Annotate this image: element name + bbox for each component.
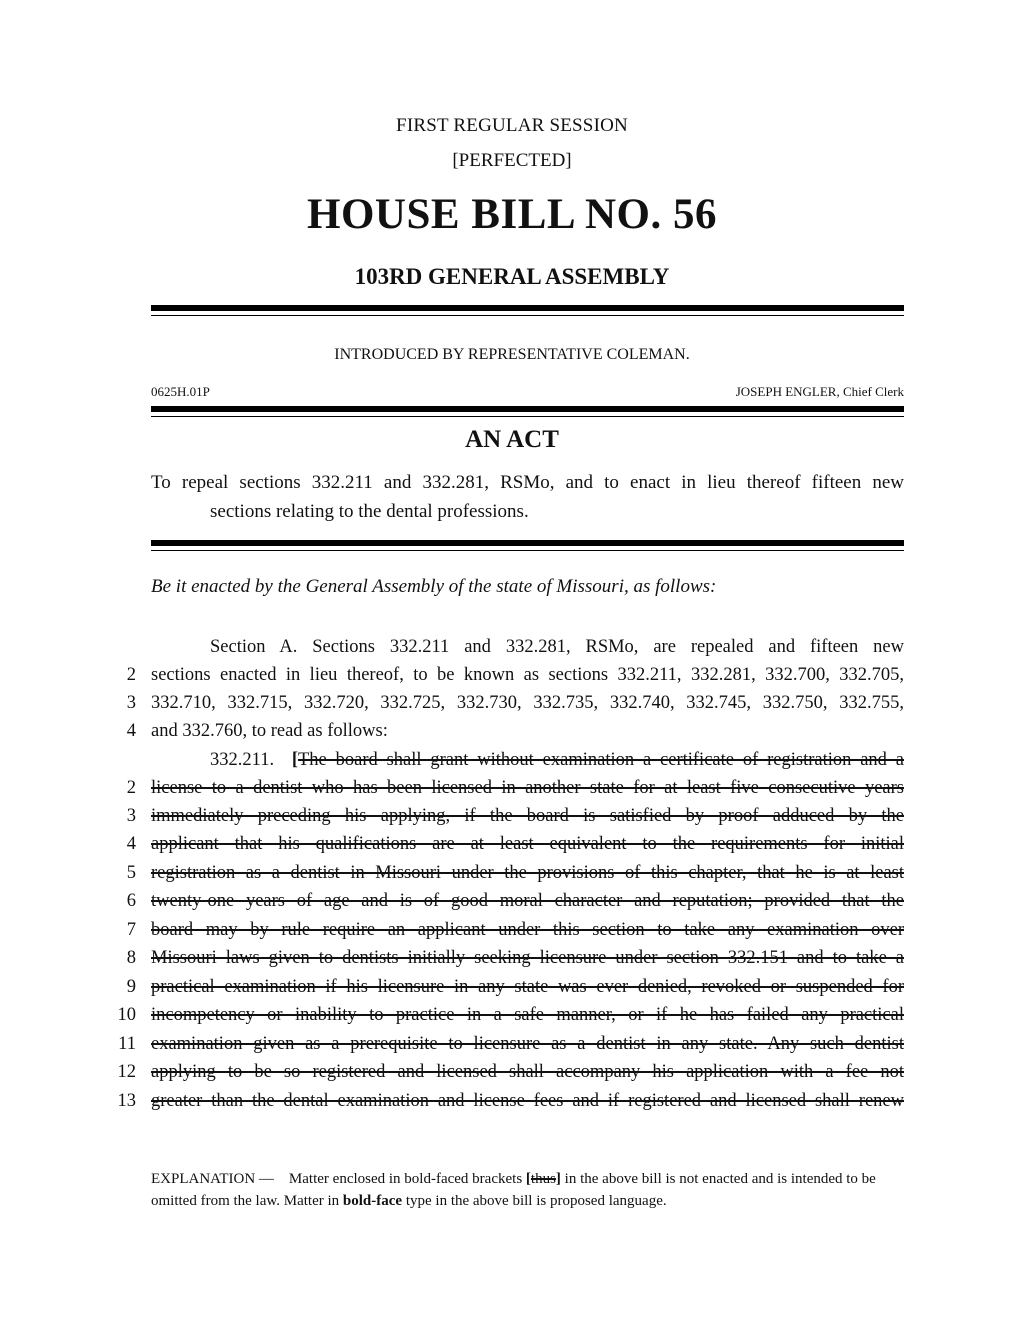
explanation-text: type in the above bill is proposed language.: [402, 1193, 667, 1209]
introduced-by: INTRODUCED BY REPRESENTATIVE COLEMAN.: [334, 346, 690, 363]
line-number: 6: [126, 891, 136, 911]
line-number: 13: [117, 1091, 136, 1111]
struck-line: twenty-one years of age and is of good moral character and reputation; provided that the: [151, 891, 904, 911]
line-number: 4: [126, 721, 136, 741]
struck-line: Missouri laws given to dentists initially seeking licensure under section 332.151 and to take a: [151, 948, 904, 968]
struck-text: The board shall grant without examination a certificate of registration and a: [297, 750, 905, 770]
struck-line: greater than the dental examination and license fees and if registered and licensed shall renew: [151, 1091, 904, 1111]
document-id: 0625H.01P: [151, 384, 210, 399]
divider-thin: [151, 416, 904, 417]
section-number: 332.211.: [210, 750, 275, 770]
line-number: 9: [126, 977, 136, 997]
line-number: 3: [126, 806, 136, 826]
struck-line: license to a dentist who has been licensed in another state for at least five consecutive years: [151, 778, 904, 798]
struck-line: applicant that his qualifications are at least equivalent to the requirements for initial: [151, 834, 904, 854]
struck-line: examination given as a prerequisite to licensure as a dentist in any state. Any such dentist: [151, 1034, 904, 1054]
struck-line: registration as a dentist in Missouri under the provisions of this chapter, that he is at least: [151, 863, 904, 883]
struck-example: thus: [530, 1171, 556, 1187]
line-number: 5: [126, 863, 136, 883]
line-number: 2: [126, 665, 136, 685]
bold-face-example: bold-face: [342, 1193, 403, 1209]
divider-thin: [151, 550, 904, 551]
explanation-text: in the above bill is not enacted and is intended to be omitted from the law. Matter in: [151, 1171, 876, 1209]
explanation-label: EXPLANATION —: [151, 1171, 274, 1187]
divider-thin: [151, 315, 904, 316]
bill-number: HOUSE BILL NO. 56: [307, 191, 717, 238]
act-title-line: To repeal sections 332.211 and 332.281, RSMo, and to enact in lieu thereof fifteen new: [151, 472, 904, 493]
section-a-line: and 332.760, to read as follows:: [151, 721, 388, 741]
struck-line: immediately preceding his applying, if the board is satisfied by proof adduced by the: [151, 806, 904, 826]
divider-thick: [151, 305, 904, 311]
bracket-open: [: [291, 750, 298, 770]
bill-status: [PERFECTED]: [452, 150, 572, 171]
section-a-line: sections enacted in lieu thereof, to be known as sections 332.211, 332.281, 332.700, 332.705,: [151, 665, 904, 685]
line-number: 4: [126, 834, 136, 854]
assembly-label: 103RD GENERAL ASSEMBLY: [354, 264, 670, 289]
bracket-close: ]: [555, 1171, 561, 1187]
explanation-note: [151, 1168, 904, 1212]
section-a-line: Section A. Sections 332.211 and 332.281, RSMo, are repealed and fifteen new: [210, 637, 904, 657]
bracket-open: [: [525, 1171, 531, 1187]
line-number: 10: [117, 1005, 136, 1025]
divider-thick: [151, 540, 904, 546]
struck-line: applying to be so registered and licensed shall accompany his application with a fee not: [151, 1062, 904, 1082]
act-title-line: sections relating to the dental professions.: [210, 501, 529, 522]
line-number: 7: [126, 920, 136, 940]
line-number: 11: [118, 1034, 136, 1054]
struck-line: board may by rule require an applicant under this section to take any examination over: [151, 920, 904, 940]
divider-thick: [151, 406, 904, 412]
struck-line: incompetency or inability to practice in a safe manner, or if he has failed any practical: [151, 1005, 904, 1025]
explanation-text: Matter enclosed in bold-faced brackets: [288, 1171, 526, 1187]
line-number: 3: [126, 693, 136, 713]
line-number: 8: [126, 948, 136, 968]
session-label: FIRST REGULAR SESSION: [396, 115, 628, 136]
line-number: 12: [117, 1062, 136, 1082]
chief-clerk: JOSEPH ENGLER, Chief Clerk: [735, 384, 904, 399]
line-number: 2: [126, 778, 136, 798]
enacting-clause: Be it enacted by the General Assembly of the state of Missouri, as follows:: [151, 576, 717, 597]
section-332-211-first-line: [210, 746, 904, 774]
struck-line: practical examination if his licensure in any state was ever denied, revoked or suspended for: [151, 977, 904, 997]
act-heading: AN ACT: [465, 426, 559, 453]
section-a-line: 332.710, 332.715, 332.720, 332.725, 332.730, 332.735, 332.740, 332.745, 332.750, 332.755,: [151, 693, 904, 713]
